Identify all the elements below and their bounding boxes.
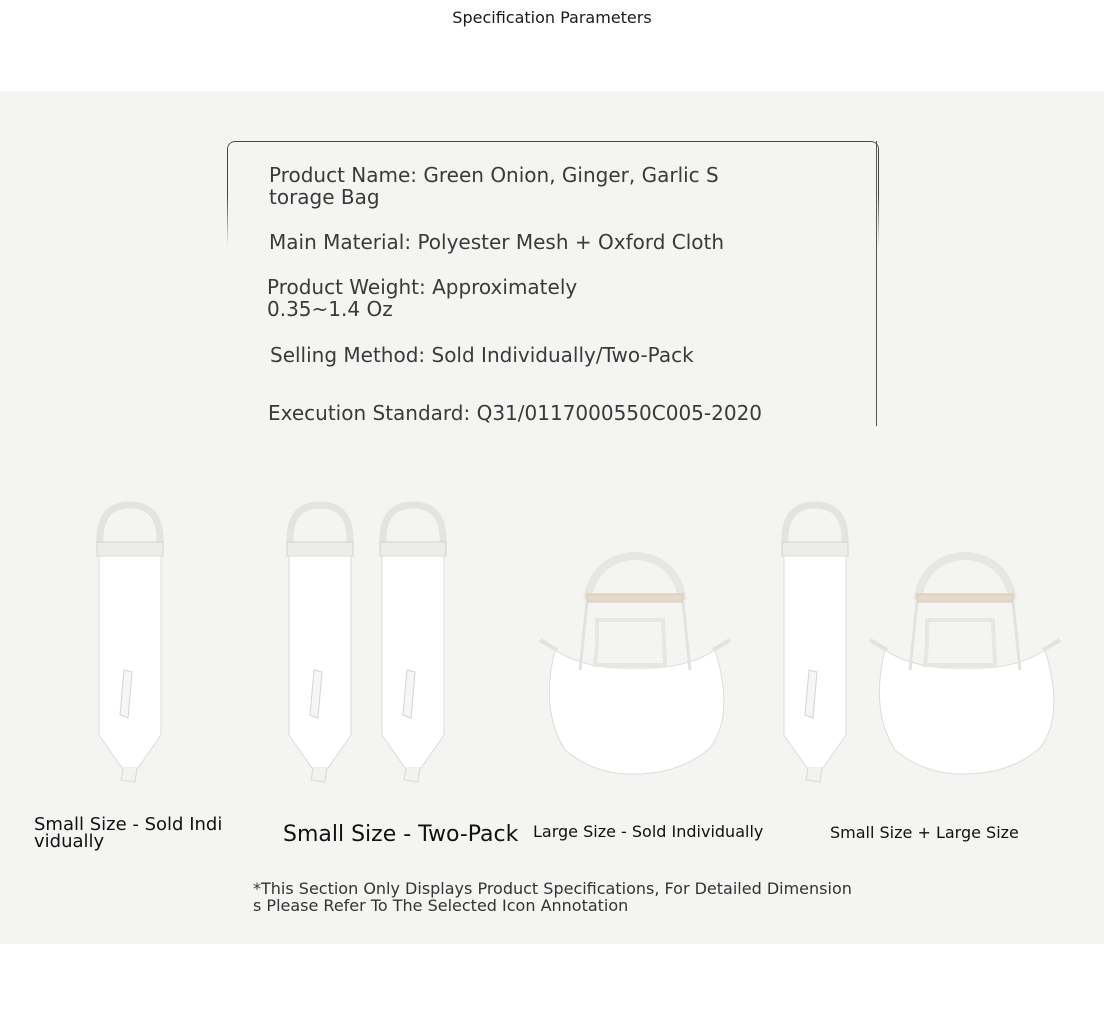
- small-mesh-bag-icon[interactable]: [90, 500, 170, 789]
- large-mesh-bag-icon[interactable]: [535, 550, 735, 784]
- spec-product-name: Product Name: Green Onion, Ginger, Garlic S torage Bag: [269, 163, 719, 209]
- caption-large-individual: Large Size - Sold Individually: [533, 822, 764, 841]
- spec-box-right-edge: [876, 141, 877, 426]
- footnote: *This Section Only Displays Product Specifications, For Detailed Dimension s Please Refer To The Selected Icon Annotation: [253, 879, 852, 915]
- caption-small-two-pack: Small Size - Two-Pack: [283, 822, 519, 847]
- spec-main-material: Main Material: Polyester Mesh + Oxford Cloth: [269, 230, 725, 254]
- spec-product-weight: Product Weight: Approximately 0.35~1.4 Oz: [267, 275, 578, 321]
- page-title: Specification Parameters: [452, 8, 652, 27]
- spec-selling-method: Selling Method: Sold Individually/Two-Pack: [270, 343, 694, 367]
- two-small-mesh-bags-icon[interactable]: [280, 500, 460, 789]
- small-and-large-bags-icon[interactable]: [775, 500, 1065, 789]
- caption-small-plus-large: Small Size + Large Size: [830, 823, 1019, 842]
- spec-execution-standard: Execution Standard: Q31/0117000550C005-2020: [268, 401, 763, 425]
- caption-small-individual: Small Size - Sold Indi vidually: [34, 814, 223, 852]
